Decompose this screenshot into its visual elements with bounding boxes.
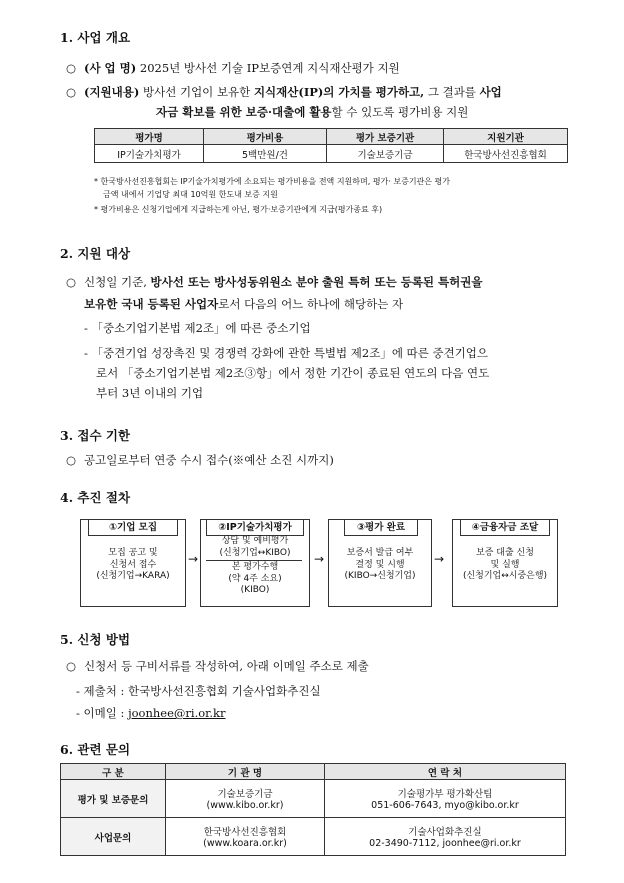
contact-dept: 기술사업화추진실 [408,827,482,838]
s1-bullet2-label: (지원내용) [84,85,140,99]
bullet-symbol: ○ [66,659,77,673]
flow-line: 보증서 발급 여부 [346,548,414,558]
bullet-symbol: ○ [66,453,77,467]
flow-step-2-title: ②IP기술가치평가 [206,519,304,536]
flow-line: (신청기업↔시중은행) [462,571,548,581]
flow-line: (약 4주 소요) [228,573,282,584]
section-5-title: 5. 신청 방법 [60,632,131,647]
bullet-symbol: ○ [66,85,77,99]
flow-step-1-title: ①기업 모집 [88,519,178,536]
org-name: 한국방사선진흥협회 [203,827,287,838]
s2-bullet-1-line2 [84,296,403,312]
contact-info [325,780,566,818]
s2-dash-2-line3: 부터 3년 이내의 기업 [96,386,204,400]
flow-arrow-icon: → [188,552,199,566]
s5-email-label: - 이메일 : [76,706,125,720]
flow-step-2-divider [206,560,302,561]
s5-email-row [76,705,226,721]
flow-step-3-title: ③평가 완료 [344,519,418,536]
flow-step-4-title: ④금융자금 조달 [460,519,550,536]
flow-line: 상담 및 예비평가 [221,536,289,546]
section-4-title: 4. 추진 절차 [60,490,131,505]
flow-line: 보증 대출 신청 [476,548,534,558]
table-header: 연 락 처 [325,764,566,780]
s5-submit: - 제출처 : 한국방사선진흥협회 기술사업화추진실 [76,684,321,698]
s2-dash-1: - 「중소기업기본법 제2조」에 따른 중소기업 [84,321,311,335]
s2-dash-2-line2: 로서 「중소기업기본법 제2조③항」에서 정한 기간이 종료된 연도의 다음 연도 [96,366,490,380]
table-header: 평가 보증기관 [327,129,444,145]
contact-phone-email: 02-3490-7112, joonhee@ri.or.kr [369,838,521,849]
section-2-title: 2. 지원 대상 [60,246,131,261]
s1-bullet2-line2-bold: 자금 확보를 위한 보증·대출에 활용 [156,105,332,119]
s1-bullet2-text-b: 그 결과를 [427,85,476,99]
s2-bullet-1 [66,274,483,290]
flow-step-3-body [328,548,432,583]
s1-bullet-2 [66,84,502,100]
contact-dept: 기술평가부 평가확산팀 [397,789,493,800]
flow-step-2-body-top [200,536,310,559]
flow-arrow-icon: → [434,552,445,566]
contact-info [325,818,566,856]
table-header: 평가명 [95,129,204,145]
s1-bullet1-label: (사 업 명) [84,61,137,75]
table-header: 기 관 명 [166,764,325,780]
table-header: 구 분 [61,764,166,780]
s1-bullet1-text: 2025년 방사선 기술 IP보증연계 지식재산평가 지원 [139,61,400,75]
section-6-title: 6. 관련 문의 [60,742,131,757]
s2-bold-a: 방사선 또는 방사성동위원소 분야 출원 특허 또는 등록된 특허권을 [150,275,483,289]
flow-line: 신청서 접수 [109,559,157,570]
note-1-line-2: 금액 내에서 기업당 최대 10억원 한도내 보증 지원 [103,190,278,199]
flow-line: (KIBO→신청기업) [344,571,416,581]
s3-text: 공고일로부터 연중 수시 접수(※예산 소진 시까지) [84,453,334,467]
note-2: * 평가비용은 신청기업에게 지급하는게 아닌, 평가·보증기관에게 지급(평가종료 후) [94,205,383,214]
table-header: 지원기관 [444,129,568,145]
s1-bullet-1 [66,60,400,76]
flow-line: 모집 공고 및 [108,548,158,558]
table-cell: IP기술가치평가 [95,145,204,163]
evaluation-table [94,128,568,163]
contact-org [166,780,325,818]
contact-phone-email: 051-606-7643, myo@kibo.or.kr [371,800,519,811]
flow-step-4-body [452,548,558,583]
email-link[interactable]: joonhee@ri.or.kr [128,706,226,720]
s5-bullet [66,658,369,674]
s3-bullet [66,452,334,468]
section-1-title: 1. 사업 개요 [60,30,131,45]
flow-line: 본 평가수행 [231,562,279,572]
s2-bold-b: 보유한 국내 등록된 사업자 [84,297,219,311]
bullet-symbol: ○ [66,275,77,289]
s2-text-a: 신청일 기준, [84,275,147,289]
flow-line: (KIBO) [240,585,270,595]
s5-text: 신청서 등 구비서류를 작성하여, 아래 이메일 주소로 제출 [84,659,369,673]
org-url[interactable]: (www.kibo.or.kr) [206,800,284,811]
contact-table [60,763,566,856]
s2-dash-2-line1: - 「중견기업 성장촉진 및 경쟁력 강화에 관한 특별법 제2조」에 따른 중견기업으 [84,346,489,360]
note-1-line-1: * 한국방사선진흥협회는 IP기술가치평가에 소요되는 평가비용을 전액 지원하며, 평가· 보증기관은 평가 [94,177,451,186]
s1-bullet-2-line2 [156,104,468,120]
s2-text-b: 로서 다음의 어느 하나에 해당하는 자 [218,297,404,311]
table-cell: 5백만원/건 [204,145,327,163]
table-cell: 한국방사선진흥협회 [444,145,568,163]
flow-line: 및 실행 [490,559,520,570]
contact-category: 평가 및 보증문의 [61,780,166,818]
s1-bullet2-bold-b: 사업 [479,85,502,99]
flow-line: 결정 및 시행 [355,559,405,570]
table-cell: 기술보증기금 [327,145,444,163]
table-row [61,780,566,818]
section-3-title: 3. 접수 기한 [60,428,131,443]
org-name: 기술보증기금 [217,789,273,800]
flow-line: (신청기업→KARA) [96,571,170,581]
table-row [61,818,566,856]
flow-step-2-body-bottom [200,562,310,597]
contact-org [166,818,325,856]
contact-category: 사업문의 [61,818,166,856]
flow-line: (신청기업↔KIBO) [219,547,291,558]
table-header: 평가비용 [204,129,327,145]
flow-step-1-body [80,548,186,583]
s1-bullet2-line2-text: 할 수 있도록 평가비용 지원 [331,105,469,119]
bullet-symbol: ○ [66,61,77,75]
s1-bullet2-bold-a: 지식재산(IP)의 가치를 평가하고, [253,85,425,99]
org-url[interactable]: (www.koara.or.kr) [203,838,287,849]
flow-arrow-icon: → [314,552,325,566]
s1-bullet2-text-a: 방사선 기업이 보유한 [142,85,251,99]
